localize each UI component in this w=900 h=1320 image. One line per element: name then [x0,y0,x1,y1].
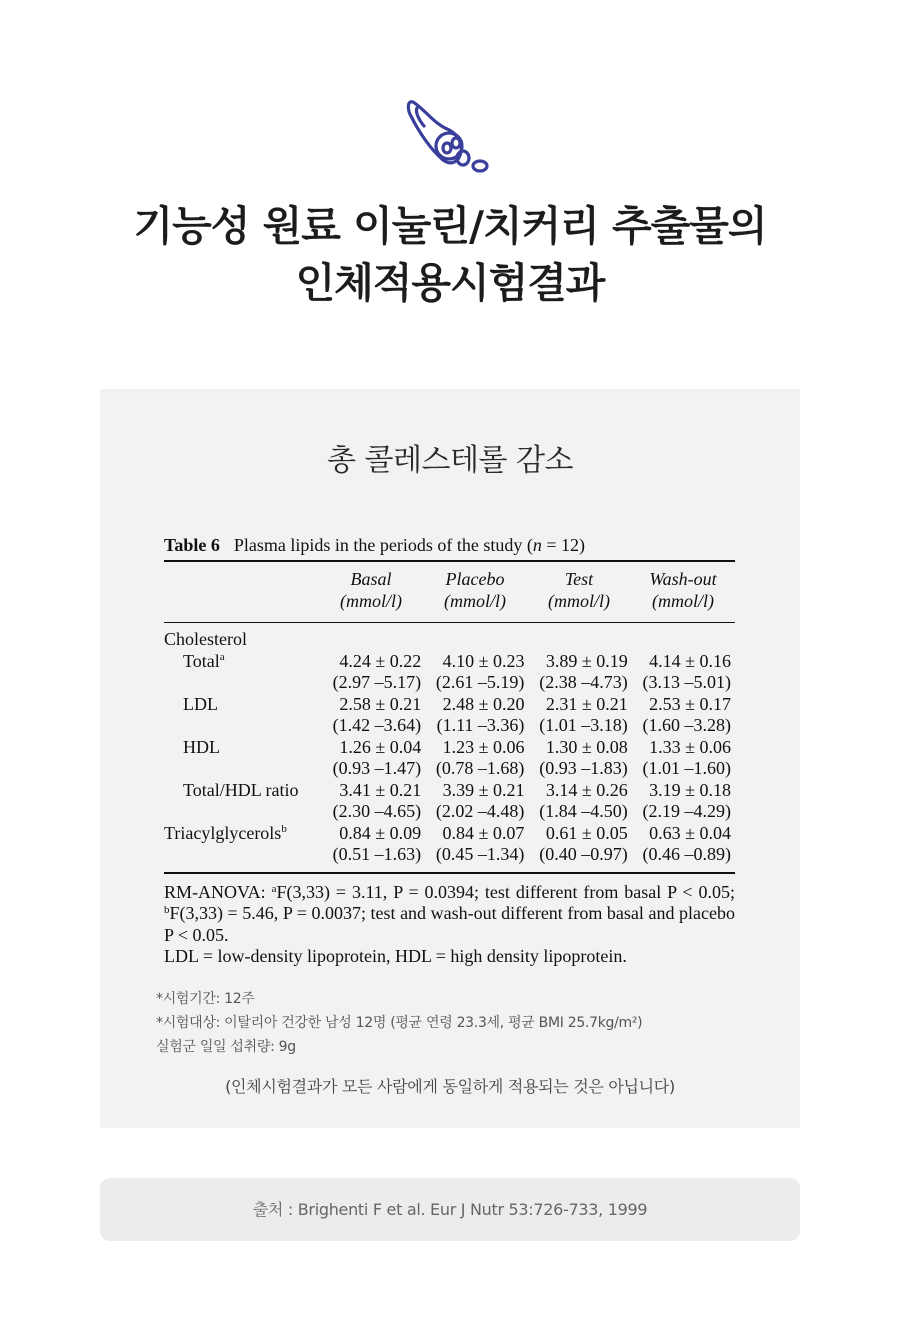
study-period: *시험기간: 12주 [156,991,255,1007]
table-row [164,844,735,866]
table-body [164,623,735,872]
table-cell: 4.10 ± 0.23 [442,650,525,671]
table-cell: (0.45 –1.34) [435,844,525,864]
plasma-lipids-table [164,532,735,968]
inulin-chicory-icon [405,96,497,182]
table-cell: 3.39 ± 0.21 [442,779,525,800]
table-cell: (2.61 –5.19) [435,672,525,692]
table-cell: (3.13 –5.01) [642,672,731,692]
table-cell: 3.89 ± 0.19 [545,650,628,671]
table-cell: (1.01 –1.60) [642,758,731,778]
column-header: Wash-out (mmol/l) [649,569,717,611]
table-cell: (0.40 –0.97) [539,844,628,864]
footnote-abbrev: LDL = low-density lipoprotein, HDL = high density lipoprotein. [164,946,627,966]
column-header: Test (mmol/l) [548,569,610,611]
footnote-anova: RM-ANOVA: $^a$F(3,33) = 3.11, P = 0.0394; test different from basal P < 0.05; $^b$F(3,33) = 5.46, P = 0.0037; test and wash-out different from basal and placebo P < 0.05. [164,881,735,945]
table-row [164,651,735,673]
page-title [0,198,900,312]
study-subjects: *시험대상: 이탈리아 건강한 남성 12명 (평균 연령 23.3세, 평균 BMI 25.7kg/m²) [156,1015,643,1031]
table-row [164,823,735,845]
table-row [164,629,735,651]
row-label: HDL [183,736,220,757]
table-cell: (2.97 –5.17) [332,672,422,692]
table-cell: 2.31 ± 0.21 [545,693,628,714]
title-line-1: 기능성 원료 이눌린/치커리 추출물의 [133,202,767,250]
table-cell: (2.19 –4.29) [642,801,731,821]
table-cell: 1.30 ± 0.08 [545,736,628,757]
table-cell: 2.58 ± 0.21 [339,693,422,714]
table-cell: 0.84 ± 0.09 [339,822,422,843]
disclaimer: (인체시험결과가 모든 사람에게 동일하게 적용되는 것은 아닙니다) [225,1077,675,1096]
table-row [164,801,735,823]
table-row [164,737,735,759]
column-header: Placebo (mmol/l) [444,569,506,611]
source-citation: 출처 : Brighenti F et al. Eur J Nutr 53:726-733, 1999 [100,1178,800,1241]
result-panel [100,389,800,1128]
table-cell: (2.38 –4.73) [539,672,628,692]
table-row [164,780,735,802]
table-cell: (0.46 –0.89) [642,844,731,864]
table-row [164,694,735,716]
table-cell: 2.53 ± 0.17 [649,693,732,714]
title-line-2: 인체적용시험결과 [295,259,605,307]
table-bottom-rule [164,872,735,874]
table-cell: (0.93 –1.47) [332,758,422,778]
table-footnotes [164,882,735,968]
panel-title: 총 콜레스테롤 감소 [327,443,573,478]
table-cell: (1.42 –3.64) [332,715,422,735]
table-cell: 3.19 ± 0.18 [649,779,732,800]
row-label: Total/HDL ratio [183,779,299,800]
column-header: Basal (mmol/l) [340,569,402,611]
table-cell: 1.23 ± 0.06 [442,736,525,757]
study-info [156,987,756,1059]
table-cell: 3.41 ± 0.21 [339,779,422,800]
table-cell: 1.33 ± 0.06 [649,736,732,757]
table-cell: (1.01 –3.18) [539,715,628,735]
group-label: Cholesterol [164,629,247,649]
table-cell: (2.02 –4.48) [435,801,525,821]
row-label: Total$^a$ [183,650,225,671]
table-cell: 2.48 ± 0.20 [442,693,525,714]
table-row [164,715,735,737]
table-cell: (0.78 –1.68) [435,758,525,778]
table-row [164,758,735,780]
table-cell: 4.24 ± 0.22 [339,650,422,671]
table-row [164,672,735,694]
table-cell: (0.93 –1.83) [539,758,628,778]
table-cell: (2.30 –4.65) [332,801,422,821]
table-caption: Table 6 Plasma lipids in the periods of the study (n = 12) [164,535,585,555]
table-cell: (1.60 –3.28) [642,715,731,735]
table-cell: 0.84 ± 0.07 [442,822,525,843]
row-label: LDL [183,693,218,714]
study-intake: 실험군 일일 섭취량: 9g [156,1039,296,1055]
table-cell: 0.61 ± 0.05 [545,822,628,843]
table-cell: (1.84 –4.50) [539,801,628,821]
table-cell: 3.14 ± 0.26 [545,779,628,800]
table-cell: (0.51 –1.63) [332,844,422,864]
table-cell: 0.63 ± 0.04 [649,822,731,843]
table-cell: 1.26 ± 0.04 [339,736,422,757]
row-label: Triacylglycerols$^b$ [164,822,287,843]
table-cell: (1.11 –3.36) [436,715,525,735]
table-cell: 4.14 ± 0.16 [649,650,732,671]
table-header-row [164,562,735,622]
